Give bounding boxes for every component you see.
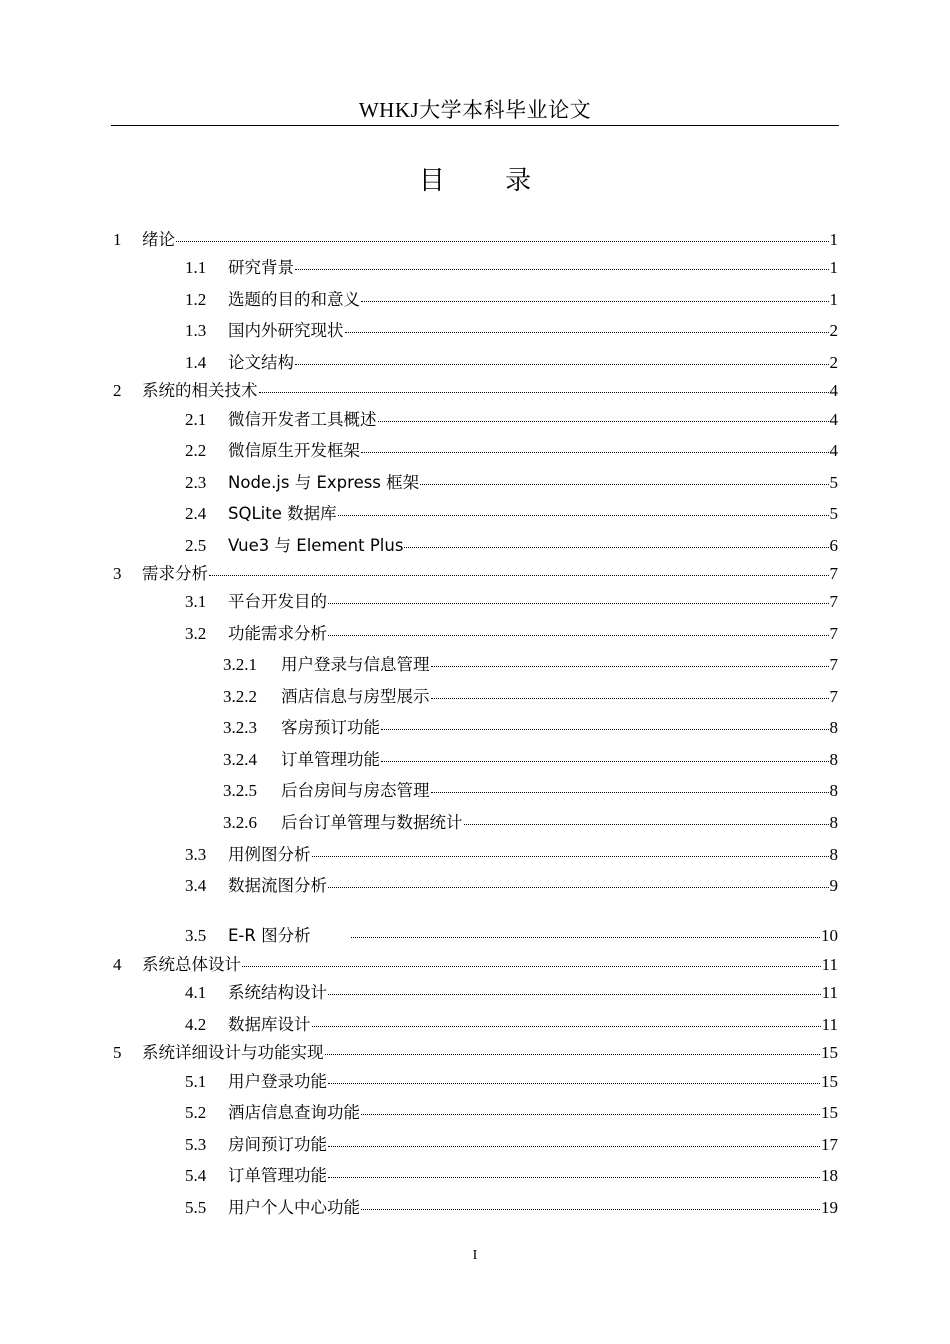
toc-entry-number: 3.2: [185, 624, 207, 643]
toc-entry[interactable]: [223, 653, 838, 677]
toc-entry-title: 平台开发目的: [228, 592, 327, 611]
toc-entry-title: 选题的目的和意义: [228, 290, 360, 309]
toc-leader-dots: [378, 421, 829, 422]
toc-entry-page: 4: [829, 381, 838, 400]
toc-entry-title: 订单管理功能: [281, 750, 380, 769]
toc-entry-page: 8: [829, 813, 838, 832]
toc-leader-dots: [361, 1209, 820, 1210]
toc-entry[interactable]: [185, 256, 838, 280]
toc-leader-dots: [209, 575, 829, 576]
toc-entry-page: 6: [829, 536, 838, 555]
toc-entry-number: 5: [113, 1043, 122, 1062]
toc-leader-dots: [328, 887, 829, 888]
toc-entry-title: 系统的相关技术: [142, 381, 258, 400]
toc-leader-dots: [431, 698, 829, 699]
toc-entry[interactable]: [185, 1070, 838, 1094]
toc-entry-title: 绪论: [142, 230, 175, 249]
toc-leader-dots: [325, 1054, 821, 1055]
toc-leader-dots: [328, 994, 821, 995]
toc-leader-dots: [328, 603, 829, 604]
toc-entry-page: 19: [821, 1198, 838, 1217]
toc-leader-dots: [361, 301, 829, 302]
toc-entry[interactable]: [185, 843, 838, 867]
toc-leader-dots: [431, 666, 829, 667]
toc-entry-number: 3.4: [185, 876, 207, 895]
toc-entry-number: 3.2.2: [223, 687, 257, 706]
toc-entry-number: 4: [113, 955, 122, 974]
toc-entry-page: 5: [829, 504, 838, 523]
toc-entry-title: 数据流图分析: [228, 876, 327, 895]
toc-entry[interactable]: [223, 779, 838, 803]
toc-leader-dots: [328, 1177, 820, 1178]
toc-entry-title: SQLite 数据库: [228, 504, 337, 523]
toc-entry-number: 1: [113, 230, 122, 249]
toc-entry[interactable]: [185, 351, 838, 375]
toc-entry-title: 数据库设计: [228, 1015, 311, 1034]
toc-entry-number: 1.4: [185, 353, 207, 372]
toc-leader-dots: [242, 966, 821, 967]
toc-entry[interactable]: [185, 1164, 838, 1188]
toc-entry[interactable]: [185, 439, 838, 463]
toc-entry-number: 3.2.4: [223, 750, 257, 769]
toc-entry-number: 5.1: [185, 1072, 207, 1091]
toc-entry-page: 10: [821, 926, 838, 945]
page-number: I: [472, 1248, 478, 1263]
toc-entry[interactable]: [223, 716, 838, 740]
toc-entry-title: 酒店信息查询功能: [228, 1103, 360, 1122]
toc-leader-dots: [361, 1114, 820, 1115]
toc-entry-number: 5.2: [185, 1103, 207, 1122]
toc-entry-title: 论文结构: [228, 353, 294, 372]
toc-entry[interactable]: [223, 811, 838, 835]
toc-entry-number: 2.1: [185, 410, 207, 429]
toc-entry[interactable]: [113, 1041, 838, 1065]
toc-entry-page: 4: [829, 441, 838, 460]
toc-entry[interactable]: [113, 379, 838, 403]
toc-leader-dots: [328, 635, 829, 636]
toc-entry-page: 8: [829, 845, 838, 864]
toc-entry-number: 3.2.6: [223, 813, 257, 832]
toc-entry-title: 客房预订功能: [281, 718, 380, 737]
toc-entry[interactable]: [185, 622, 838, 646]
toc-entry-number: 5.4: [185, 1166, 207, 1185]
toc-entry-title: 系统详细设计与功能实现: [142, 1043, 324, 1062]
toc-entry-title: 需求分析: [142, 564, 208, 583]
toc-entry-page: 18: [821, 1166, 838, 1185]
toc-leader-dots: [431, 792, 829, 793]
toc-entry-page: 15: [821, 1103, 838, 1122]
toc-entry[interactable]: [223, 685, 838, 709]
toc-entry[interactable]: [185, 319, 838, 343]
toc-entry-number: 1.1: [185, 258, 207, 277]
toc-entry-page: 8: [829, 781, 838, 800]
toc-entry-page: 7: [829, 655, 838, 674]
toc-leader-dots: [351, 937, 820, 938]
toc-entry-title: 功能需求分析: [228, 624, 327, 643]
toc-entry-page: 5: [829, 473, 838, 492]
toc-entry-page: 15: [821, 1072, 838, 1091]
toc-entry[interactable]: [185, 924, 838, 948]
toc-entry-page: 8: [829, 750, 838, 769]
toc-leader-dots: [381, 729, 829, 730]
toc-entry-page: 1: [829, 290, 838, 309]
toc-entry-page: 11: [821, 955, 838, 974]
toc-entry-page: 4: [829, 410, 838, 429]
toc-entry-title: 酒店信息与房型展示: [281, 687, 430, 706]
toc-entry-title: 用户登录功能: [228, 1072, 327, 1091]
toc-entry-number: 3.5: [185, 926, 207, 945]
toc-entry-title: 研究背景: [228, 258, 294, 277]
toc-entry-number: 4.2: [185, 1015, 207, 1034]
toc-entry-title: 用户个人中心功能: [228, 1198, 360, 1217]
toc-entry-page: 1: [829, 258, 838, 277]
toc-entry[interactable]: [185, 534, 838, 558]
toc-entry-page: 7: [829, 564, 838, 583]
toc-entry-number: 3: [113, 564, 122, 583]
toc-entry-title: E-R 图分析: [228, 926, 311, 945]
toc-entry-page: 9: [829, 876, 838, 895]
toc-entry-number: 4.1: [185, 983, 207, 1002]
toc-entry-page: 2: [829, 353, 838, 372]
toc-leader-dots: [404, 547, 828, 548]
toc-entry-title: Vue3 与 Element Plus: [228, 536, 404, 555]
toc-entry[interactable]: [185, 1133, 838, 1157]
toc-entry-page: 1: [829, 230, 838, 249]
toc-entry-page: 2: [829, 321, 838, 340]
toc-entry-number: 3.2.1: [223, 655, 257, 674]
toc-entry-title: Node.js 与 Express 框架: [228, 473, 420, 492]
toc-entry-number: 1.3: [185, 321, 207, 340]
toc-entry[interactable]: [185, 1013, 838, 1037]
toc-entry[interactable]: [185, 288, 838, 312]
toc-entry[interactable]: [185, 1196, 838, 1220]
toc-entry-page: 11: [821, 1015, 838, 1034]
toc-entry-number: 1.2: [185, 290, 207, 309]
toc-entry-number: 3.1: [185, 592, 207, 611]
toc-entry-number: 2.3: [185, 473, 207, 492]
toc-leader-dots: [259, 392, 829, 393]
toc-entry[interactable]: [185, 1101, 838, 1125]
toc-entry[interactable]: [185, 408, 838, 432]
toc-leader-dots: [381, 761, 829, 762]
toc-entry[interactable]: [185, 471, 838, 495]
toc-leader-dots: [328, 1083, 820, 1084]
toc-leader-dots: [312, 856, 829, 857]
toc-entry-title: 用户登录与信息管理: [281, 655, 430, 674]
toc-entry-title: 系统总体设计: [142, 955, 241, 974]
toc-leader-dots: [345, 332, 829, 333]
toc-leader-dots: [464, 824, 829, 825]
toc-entry-number: 2.2: [185, 441, 207, 460]
toc-entry-page: 7: [829, 624, 838, 643]
toc-entry-page: 15: [821, 1043, 838, 1062]
toc-entry[interactable]: [185, 502, 838, 526]
toc-leader-dots: [312, 1026, 821, 1027]
toc-entry-page: 7: [829, 687, 838, 706]
toc-leader-dots: [295, 269, 829, 270]
page-header: WHKJ大学本科毕业论文: [358, 98, 592, 122]
toc-entry-number: 2.5: [185, 536, 207, 555]
toc-entry[interactable]: [113, 562, 838, 586]
toc-entry-title: 用例图分析: [228, 845, 311, 864]
toc-entry-title: 订单管理功能: [228, 1166, 327, 1185]
toc-entry-number: 3.2.3: [223, 718, 257, 737]
toc-leader-dots: [328, 1146, 820, 1147]
toc-entry-title: 系统结构设计: [228, 983, 327, 1002]
toc-leader-dots: [338, 515, 829, 516]
toc-entry-page: 8: [829, 718, 838, 737]
toc-title: 目 录: [418, 166, 558, 196]
toc-entry-title: 微信开发者工具概述: [228, 410, 377, 429]
toc-entry-title: 微信原生开发框架: [228, 441, 360, 460]
toc-entry[interactable]: [113, 228, 838, 252]
toc-leader-dots: [295, 364, 829, 365]
toc-leader-dots: [176, 241, 829, 242]
toc-entry-page: 7: [829, 592, 838, 611]
toc-entry-number: 5.5: [185, 1198, 207, 1217]
toc-entry-number: 3.3: [185, 845, 207, 864]
toc-entry[interactable]: [185, 981, 838, 1005]
toc-entry-title: 后台订单管理与数据统计: [281, 813, 463, 832]
toc-entry[interactable]: [185, 874, 838, 898]
toc-entry[interactable]: [185, 590, 838, 614]
toc-leader-dots: [361, 452, 829, 453]
toc-leader-dots: [420, 484, 828, 485]
toc-entry-title: 后台房间与房态管理: [281, 781, 430, 800]
toc-entry-number: 2: [113, 381, 122, 400]
toc-entry-page: 11: [821, 983, 838, 1002]
toc-entry-title: 房间预订功能: [228, 1135, 327, 1154]
toc-entry-page: 17: [821, 1135, 838, 1154]
toc-entry-number: 3.2.5: [223, 781, 257, 800]
toc-entry[interactable]: [113, 953, 838, 977]
toc-entry-number: 5.3: [185, 1135, 207, 1154]
toc-entry-number: 2.4: [185, 504, 207, 523]
toc-entry-title: 国内外研究现状: [228, 321, 344, 340]
toc-entry[interactable]: [223, 748, 838, 772]
